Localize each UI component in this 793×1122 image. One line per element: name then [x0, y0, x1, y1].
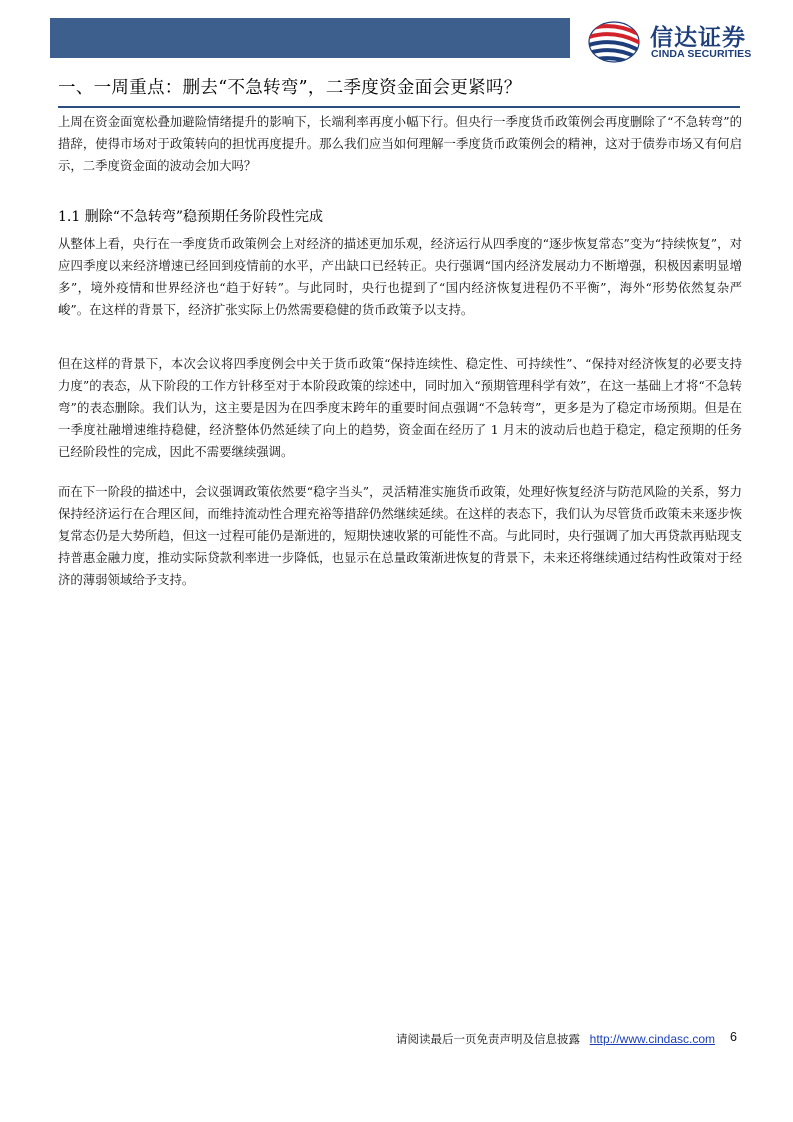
page-number: 6 [730, 1030, 737, 1044]
section-title: 一、一周重点：删去“不急转弯”，二季度资金面会更紧吗？ [58, 78, 522, 98]
footer [396, 1031, 715, 1047]
subsection-heading: 1.1 删除“不急转弯”稳预期任务阶段性完成 [58, 209, 324, 225]
intro-paragraph: 上周在资金面宽松叠加避险情绪提升的影响下，长端利率再度小幅下行。但央行一季度货币政策例会再度删除了“不急转弯”的措辞，使得市场对于政策转向的担忧再度提升。那么我们应当如何理解一季度货币政策例会的精神，这对于债券市场又有何启示，二季度资金面的波动会加大吗？ [58, 114, 742, 173]
logo-chinese-name: 信达证券 [650, 25, 746, 51]
cinda-logo-mark-icon [584, 16, 644, 64]
body-paragraph-2: 但在这样的背景下，本次会议将四季度例会中关于货币政策“保持连续性、稳定性、可持续性”、“保持对经济恢复的必要支持力度”的表态，从下阶段的工作方针移至对于本阶段政策的综述中，同时加入“预期管理科学有效”，在这一基础上才将“不急转弯”的表态删除。我们认为，这主要是因为在四季度末跨年的重要时间点强调“不急转弯”，更多是为了稳定市场预期。但是在一季度社融增速维持稳健，经济整体仍然延续了向上的趋势，资金面在经历了 1 月末的波动后也趋于稳定，稳定预期的任务已经阶段性的完成，因此不需要继续强调。 [58, 356, 742, 459]
header-band [50, 18, 570, 58]
body-paragraph-1: 从整体上看，央行在一季度货币政策例会上对经济的描述更加乐观，经济运行从四季度的“逐步恢复常态”变为“持续恢复”，对应四季度以来经济增速已经回到疫情前的水平，产出缺口已经转正。央行强调“国内经济发展动力不断增强，积极因素明显增多”，境外疫情和世界经济也“趋于好转”。与此同时，央行也提到了“国内经济恢复进程仍不平衡”，海外“形势依然复杂严峻”。在这样的背景下，经济扩张实际上仍然需要稳健的货币政策予以支持。 [58, 236, 742, 317]
logo-english-name: CINDA SECURITIES [651, 48, 752, 60]
cinda-logo [584, 16, 779, 64]
footer-website-link[interactable]: http://www.cindasc.com [589, 1032, 716, 1046]
title-divider [58, 106, 740, 108]
body-paragraph-3: 而在下一阶段的描述中，会议强调政策依然要“稳字当头”，灵活精准实施货币政策，处理好恢复经济与防范风险的关系，努力保持经济运行在合理区间，而维持流动性合理充裕等措辞仍然继续延续。在这样的表态下，我们认为尽管货币政策未来逐步恢复常态仍是大势所趋，但这一过程可能仍是渐进的，短期快速收紧的可能性不高。与此同时，央行强调了加大再贷款再贴现支持普惠金融力度，推动实际贷款利率进一步降低，也显示在总量政策渐进恢复的背景下，未来还将继续通过结构性政策对于经济的薄弱领域给予支持。 [58, 484, 742, 587]
footer-disclaimer: 请阅读最后一页免责声明及信息披露 [396, 1032, 580, 1046]
